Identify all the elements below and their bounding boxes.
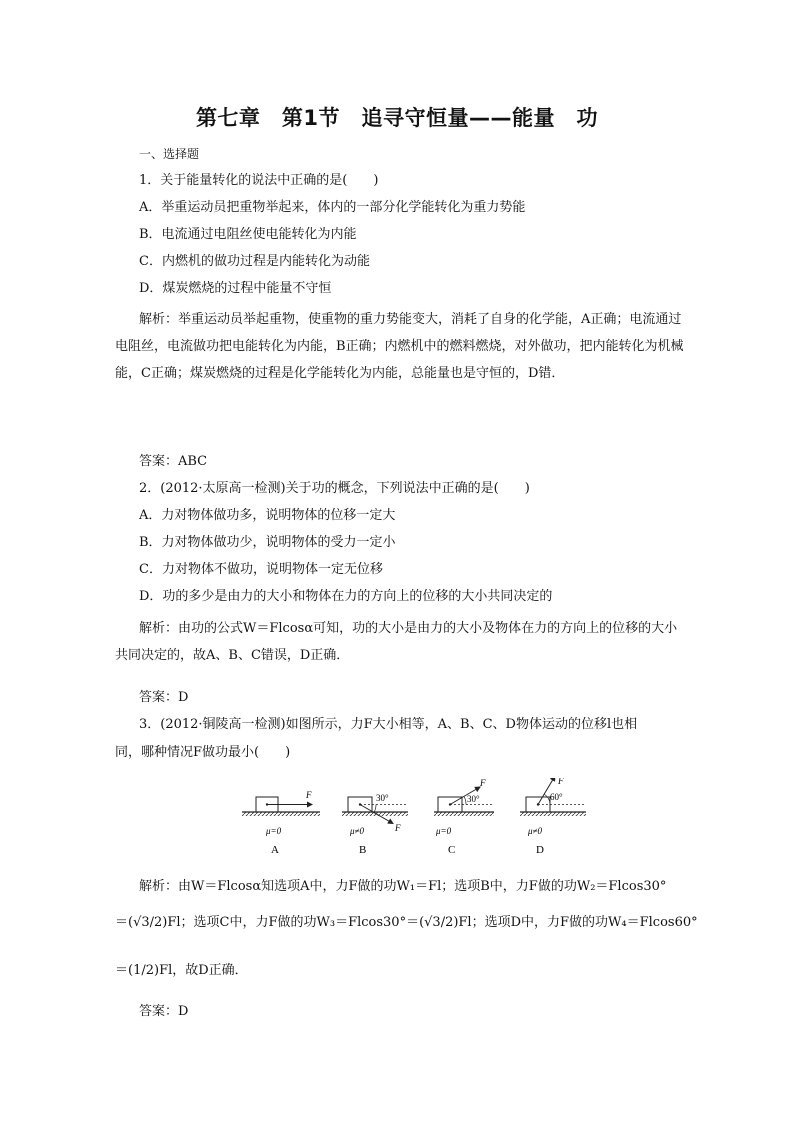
angle-label: 30° — [376, 793, 389, 803]
panel-label: A — [271, 844, 279, 856]
angle-label: 60° — [550, 792, 563, 802]
question-3-stem-line2: 同，哪种情况F做功最小( ) — [115, 745, 291, 760]
friction-label: μ≠0 — [528, 826, 542, 836]
force-label: F — [395, 823, 401, 833]
question-2-option-c: C．力对物体不做功，说明物体一定无位移 — [139, 562, 383, 577]
question-3-analysis-line2: ＝(√3/2)Fl；选项C中，力F做的功W₃＝Flcos30°＝(√3/2)Fl；选项D中，力F做的功W₄＝Flcos60° — [115, 915, 698, 930]
panel-label: C — [448, 844, 456, 856]
panel-label: D — [536, 844, 544, 856]
question-1-option-b: B．电流通过电阻丝使电能转化为内能 — [139, 227, 357, 242]
force-label: F — [480, 778, 486, 788]
friction-label: μ=0 — [436, 826, 452, 836]
question-3-analysis-line3: ＝(1/2)Fl，故D正确． — [115, 963, 248, 978]
friction-label: μ≠0 — [350, 826, 364, 836]
figure-panel-d — [520, 778, 586, 856]
force-label: F — [558, 778, 564, 786]
question-1-analysis: 解析：举重运动员举起重物，使重物的重力势能变大，消耗了自身的化学能，A正确；电流通过电阻丝，电流做功把电能转化为内能，B正确；内燃机中的燃料燃烧，对外做功，把内能转化为机械能，C正确；煤炭燃烧的过程是化学能转化为内能，总能量也是守恒的，D错． — [115, 312, 684, 381]
question-3-answer: 答案：D — [139, 1004, 189, 1019]
question-2-option-a: A．力对物体做功多，说明物体的位移一定大 — [139, 508, 396, 523]
question-3-analysis-line1: 解析：由W＝Flcosα知选项A中，力F做的功W₁＝Fl；选项B中，力F做的功W₂＝Flcos30° — [139, 879, 667, 894]
question-1-option-d: D．煤炭燃烧的过程中能量不守恒 — [139, 281, 332, 296]
figure-panel-c — [434, 778, 494, 856]
page-title: 第七章 第1节 追寻守恒量——能量 功 — [195, 106, 599, 130]
question-2-answer: 答案：D — [139, 690, 189, 705]
question-2-option-d: D．功的多少是由力的大小和物体在力的方向上的位移的大小共同决定的 — [139, 589, 553, 604]
section-heading: 一、选择题 — [139, 147, 200, 161]
angle-label: 30° — [467, 794, 480, 804]
question-1-stem: 1．关于能量转化的说法中正确的是( ) — [139, 173, 379, 188]
question-2-option-b: B．力对物体做功少，说明物体的受力一定小 — [139, 535, 396, 550]
figure-panel-b — [342, 793, 408, 856]
force-label: F — [306, 790, 312, 800]
question-1-answer: 答案：ABC — [139, 454, 208, 469]
question-1-option-c: C．内燃机的做功过程是内能转化为动能 — [139, 254, 370, 269]
force-diagram-figure — [240, 778, 700, 858]
figure-panel-a — [242, 790, 320, 856]
question-3-stem-line1: 3．(2012·铜陵高一检测)如图所示，力F大小相等，A、B、C、D物体运动的位移l也相 — [139, 717, 638, 732]
question-1-option-a: A．举重运动员把重物举起来，体内的一部分化学能转化为重力势能 — [139, 200, 526, 215]
panel-label: B — [359, 844, 367, 856]
question-2-analysis: 解析：由功的公式W＝Flcosα可知，功的大小是由力的大小及物体在力的方向上的位移的大小共同决定的，故A、B、C错误，D正确． — [115, 621, 678, 663]
question-2-stem: 2．(2012·太原高一检测)关于功的概念，下列说法中正确的是( ) — [139, 481, 530, 496]
friction-label: μ=0 — [266, 826, 282, 836]
